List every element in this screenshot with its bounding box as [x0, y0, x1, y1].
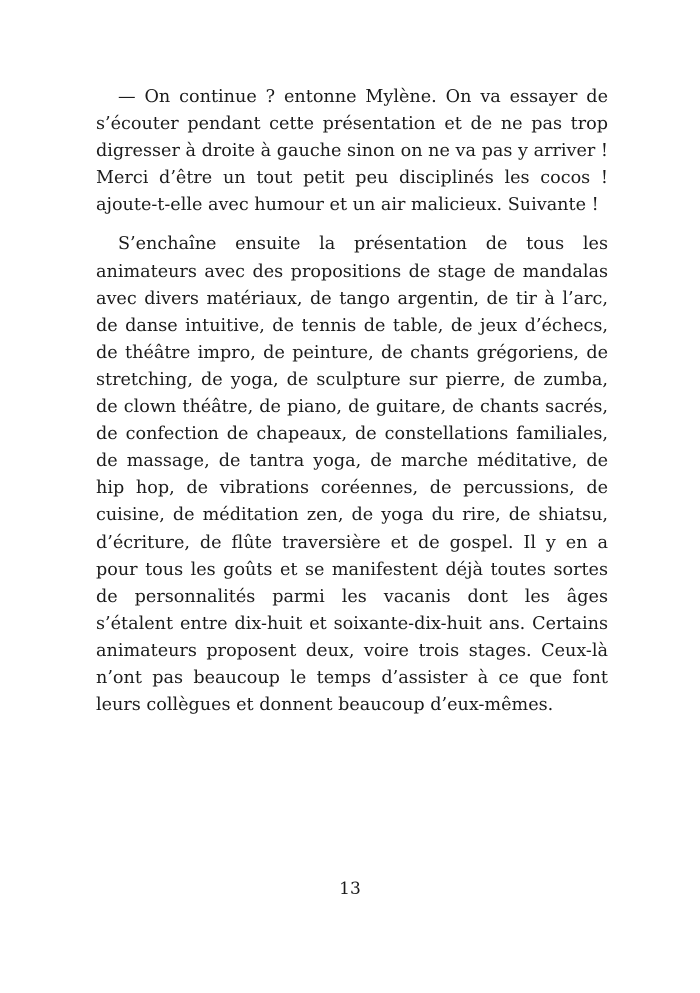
- page-number: 13: [339, 879, 361, 899]
- body-text: [96, 84, 608, 719]
- paragraph-1: — On continue ? entonne Mylène. On va essayer de s’écouter pendant cette présentation et de ne pas trop digresser à droite à gauche sinon on ne va pas y arriver ! Merci d’être un tout petit peu disciplinés les cocos ! ajoute-t-elle avec humour et un air malicieux. Suivante !: [96, 87, 608, 216]
- paragraph-2: S’enchaîne ensuite la présentation de tous les animateurs avec des propositions de stage de mandalas avec divers matériaux, de tango argentin, de tir à l’arc, de danse intuitive, de tennis de table, de jeux d’échecs, de théâtre impro, de peinture, de chants grégoriens, de stretching, de yoga, de sculpture sur pierre, de zumba, de clown théâtre, de piano, de guitare, de chants sacrés, de confection de chapeaux, de constellations familiales, de massage, de tantra yoga, de marche méditative, de hip hop, de vibrations coréennes, de percussions, de cuisine, de méditation zen, de yoga du rire, de shiatsu, d’écriture, de flûte traversière et de gospel. Il y en a pour tous les goûts et se manifestent déjà toutes sortes de personnalités parmi les vacanis dont les âges s’étalent entre dix-huit et soixante-dix-huit ans. Certains animateurs proposent deux, voire trois stages. Ceux-là n’ont pas beaucoup le temps d’assister à ce que font leurs collègues et donnent beaucoup d’eux-mêmes.: [96, 234, 608, 716]
